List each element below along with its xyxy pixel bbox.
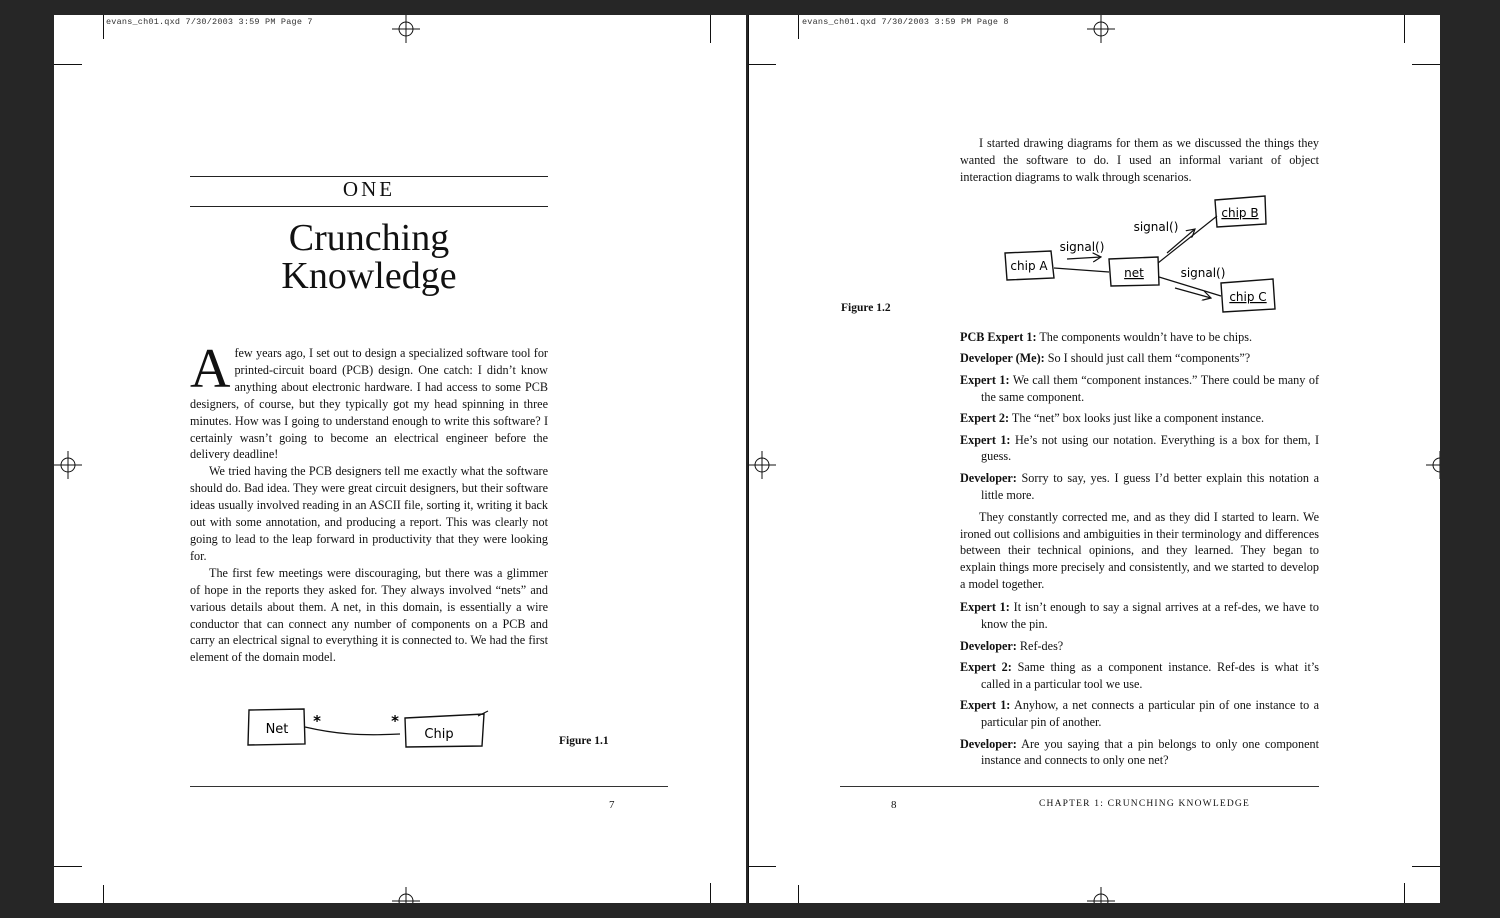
dialog-text: He’s not using our notation. Everything is a box for them, I guess. bbox=[981, 432, 1320, 464]
page-number: 7 bbox=[609, 799, 615, 811]
speaker-name: Expert 1: bbox=[960, 372, 1010, 387]
paragraph bbox=[190, 338, 548, 463]
speaker-name: Developer (Me): bbox=[960, 351, 1045, 366]
dialog-text: We call them “component instances.” There could be many of the same component. bbox=[981, 372, 1320, 404]
link-line bbox=[1054, 268, 1109, 272]
dialog-line bbox=[960, 599, 1319, 633]
dialog-block bbox=[960, 329, 1319, 774]
figure-label: Figure 1.1 bbox=[559, 735, 609, 747]
speaker-name: Expert 2: bbox=[960, 659, 1012, 674]
chapter-number: ONE bbox=[342, 177, 396, 201]
crop-mark bbox=[1404, 883, 1405, 903]
crop-mark bbox=[54, 866, 82, 867]
dialog-line bbox=[960, 350, 1319, 367]
footer-rule bbox=[190, 786, 668, 787]
dialog-line bbox=[960, 470, 1319, 504]
chip-a-label: chip A bbox=[1010, 259, 1048, 273]
signal-label: signal() bbox=[1059, 240, 1105, 254]
running-footer: CHAPTER 1: CRUNCHING KNOWLEDGE bbox=[1039, 799, 1250, 809]
crop-mark bbox=[710, 883, 711, 903]
registration-mark-icon bbox=[1087, 15, 1115, 43]
body-text bbox=[190, 338, 548, 666]
crop-mark bbox=[798, 15, 799, 39]
dialog-text: So I should just call them “components”? bbox=[1047, 351, 1251, 366]
chip-b-label: chip B bbox=[1221, 206, 1259, 220]
slug-line: evans_ch01.qxd 7/30/2003 3:59 PM Page 8 bbox=[802, 17, 1009, 27]
figure-net-chip-diagram bbox=[240, 703, 500, 753]
crop-mark bbox=[1404, 15, 1405, 43]
dialog-line bbox=[960, 697, 1319, 731]
paragraph-text: few years ago, I set out to design a specialized software tool for printed-circuit board (PCB) design. One catch: I didn’t know anything about electronic hardware. I had access to some PCB designers, of course, but they typically got my head spinning in three minutes. How was I going to understand enough to write this software? I certainly wasn’t going to become an electrical engineer before the delivery deadline! bbox=[190, 346, 548, 462]
dialog-line bbox=[960, 659, 1319, 693]
speaker-name: Expert 2: bbox=[960, 411, 1010, 426]
dialog-text: Same thing as a component instance. Ref-des is what it’s called in a particular tool we use. bbox=[981, 659, 1320, 691]
dialog-text: It isn’t enough to say a signal arrives at a ref-des, we have to know the pin. bbox=[981, 600, 1320, 632]
footer-rule bbox=[840, 786, 1319, 787]
chapter-title bbox=[190, 219, 548, 295]
net-label: Net bbox=[265, 722, 289, 737]
paragraph: The first few meetings were discouraging, but there was a glimmer of hope in the reports they asked for. They always involved “nets” and various details about them. A net, in this domain, is essentially a wire conductor that can connect any number of components on a PCB and carry an electrical signal to everything it is connected to. We had the first element of the domain model. bbox=[190, 565, 548, 665]
registration-mark-icon bbox=[392, 15, 420, 43]
crop-mark bbox=[1412, 64, 1440, 65]
dialog-line bbox=[960, 638, 1319, 655]
dialog-line bbox=[960, 736, 1319, 770]
multiplicity-right: * bbox=[391, 712, 399, 730]
chapter-rule-bottom bbox=[190, 206, 548, 207]
crop-mark bbox=[103, 885, 104, 903]
signal-arrow bbox=[1067, 257, 1101, 259]
crop-mark bbox=[748, 866, 776, 867]
dialog-line bbox=[960, 372, 1319, 406]
signal-label: signal() bbox=[1180, 266, 1226, 280]
speaker-name: Expert 1: bbox=[960, 698, 1011, 713]
multiplicity-left: * bbox=[313, 712, 321, 730]
speaker-name: Developer: bbox=[960, 736, 1017, 751]
crop-mark bbox=[1412, 866, 1440, 867]
speaker-name: Expert 1: bbox=[960, 600, 1010, 615]
dialog-list bbox=[960, 599, 1319, 769]
chip-box-tick bbox=[478, 711, 488, 716]
paragraph: They constantly corrected me, and as they did I started to learn. We ironed out collisions and ambiguities in their terminology and differences between their technical opinions, and they learned. They began to explain things more precisely and consistently, and we started to develop a model together. bbox=[960, 509, 1319, 592]
signal-arrow bbox=[1175, 288, 1211, 298]
page-number: 8 bbox=[891, 799, 897, 811]
registration-mark-icon bbox=[54, 451, 82, 479]
intro-paragraph: I started drawing diagrams for them as we discussed the things they wanted the software to do. I used an informal variant of object interaction diagrams to walk through scenarios. bbox=[960, 136, 1319, 184]
dialog-line bbox=[960, 410, 1319, 427]
speaker-name: Developer: bbox=[960, 470, 1017, 485]
crop-mark bbox=[748, 64, 776, 65]
dialog-text: The “net” box looks just like a component instance. bbox=[1011, 411, 1265, 426]
dialog-text: Anyhow, a net connects a particular pin of one instance to a particular pin of another. bbox=[981, 698, 1319, 730]
speaker-name: Expert 1: bbox=[960, 432, 1011, 447]
dialog-text: Ref-des? bbox=[1019, 638, 1064, 653]
crop-mark bbox=[54, 64, 82, 65]
dialog-line bbox=[960, 329, 1319, 346]
figure-label: Figure 1.2 bbox=[841, 302, 891, 314]
speaker-name: Developer: bbox=[960, 638, 1017, 653]
chapter-title-line: Knowledge bbox=[281, 255, 457, 297]
chip-c-label: chip C bbox=[1229, 290, 1267, 304]
chip-label: Chip bbox=[424, 727, 454, 742]
registration-mark-icon bbox=[392, 887, 420, 903]
crop-mark bbox=[798, 885, 799, 903]
registration-mark-icon bbox=[1426, 451, 1440, 479]
left-page bbox=[54, 15, 746, 903]
registration-mark-icon bbox=[1087, 887, 1115, 903]
dialog-text: Are you saying that a pin belongs to only one component instance and connects to only one net? bbox=[981, 736, 1319, 768]
chapter-title-line: Crunching bbox=[288, 217, 450, 259]
dialog-list bbox=[960, 329, 1319, 504]
figure-signal-diagram bbox=[998, 193, 1288, 319]
crop-mark bbox=[710, 15, 711, 43]
right-page bbox=[748, 15, 1440, 903]
crop-mark bbox=[103, 15, 104, 39]
dialog-text: Sorry to say, yes. I guess I’d better explain this notation a little more. bbox=[981, 470, 1319, 502]
speaker-name: PCB Expert 1: bbox=[960, 330, 1037, 344]
slug-line: evans_ch01.qxd 7/30/2003 3:59 PM Page 7 bbox=[106, 17, 313, 27]
drop-cap: A bbox=[190, 338, 231, 400]
net-label: net bbox=[1124, 266, 1144, 280]
signal-label: signal() bbox=[1133, 220, 1179, 234]
paragraph: We tried having the PCB designers tell me exactly what the software should do. Bad idea. They were great circuit designers, but their software ideas usually involved reading in an ASCII file, sorting it, writing it back out with some annotation, and producing a report. This was clearly not going to lead to the leap forward in productivity that they were looking for. bbox=[190, 464, 548, 563]
dialog-line bbox=[960, 432, 1319, 466]
registration-mark-icon bbox=[748, 451, 776, 479]
dialog-text: The components wouldn’t have to be chips. bbox=[1039, 330, 1253, 344]
